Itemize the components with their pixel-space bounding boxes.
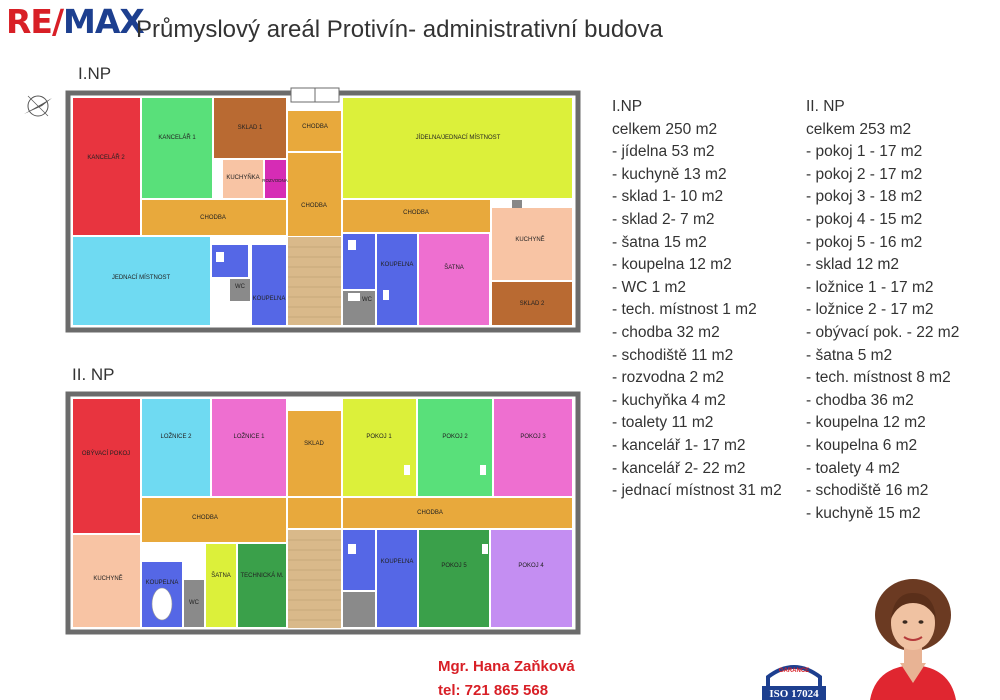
first-item: celkem 250 m2 xyxy=(612,120,718,138)
second-item: - ložnice 2 - 17 m2 xyxy=(806,301,934,319)
label-koupelna2: KOUPELNA xyxy=(380,262,414,268)
first-item: - toalety 11 m2 xyxy=(612,414,714,432)
first-item: - kancelář 2- 22 m2 xyxy=(612,459,746,477)
agent-phone: tel: 721 865 568 xyxy=(438,682,549,699)
agent-name: Mgr. Hana Zaňková xyxy=(438,658,575,675)
second-item: - koupelna 12 m2 xyxy=(806,414,926,432)
label-kancelar2: KANCELÁŘ 2 xyxy=(87,155,125,161)
label-jednaci: JEDNACÍ MÍSTNOST xyxy=(111,275,171,281)
label-sklad2: SKLAD 2 xyxy=(519,301,545,307)
label-satna-2: ŠATNA xyxy=(211,573,231,579)
second-item: - sklad 12 m2 xyxy=(806,256,900,274)
room-loznice1 xyxy=(212,399,286,496)
label-sklad1: SKLAD 1 xyxy=(237,125,263,131)
area-list-second-floor xyxy=(806,96,959,525)
label-loznice2: LOŽNICE 2 xyxy=(160,434,192,440)
room-pokoj1 xyxy=(343,399,416,496)
second-item: celkem 253 m2 xyxy=(806,120,912,138)
label-pokoj2: POKOJ 2 xyxy=(442,434,468,440)
iso-badge-top: GARANCE xyxy=(778,668,810,674)
label-kuchyne: KUCHYNĚ xyxy=(515,237,545,243)
room-kancelar2 xyxy=(73,98,140,235)
second-item: - koupelna 6 m2 xyxy=(806,436,918,454)
room-wc-1 xyxy=(230,279,250,301)
room-koupelna-1 xyxy=(252,245,286,325)
room-chodba2-mid xyxy=(288,498,341,528)
label-pokoj3: POKOJ 3 xyxy=(520,434,546,440)
second-item: - šatna 5 m2 xyxy=(806,346,893,364)
person-portrait xyxy=(858,575,968,700)
iso-badge-text: ISO 17024 xyxy=(769,688,819,700)
room-wc-2-right-b xyxy=(343,592,375,627)
second-item: - toalety 4 m2 xyxy=(806,459,900,477)
first-item: I.NP xyxy=(612,98,643,115)
first-item: - kuchyně 13 m2 xyxy=(612,165,727,183)
room-chodba-mid xyxy=(288,153,341,236)
logo-re: RE xyxy=(6,2,52,41)
second-item: - obývací pok. - 22 m2 xyxy=(806,323,960,341)
label-loznice1: LOŽNICE 1 xyxy=(233,434,265,440)
room-stairs-1 xyxy=(288,237,341,325)
room-kancelar1 xyxy=(142,98,212,198)
first-item: - rozvodna 2 m2 xyxy=(612,369,724,387)
second-item: - schodiště 16 m2 xyxy=(806,482,929,500)
label-technicka: TECHNICKÁ M. xyxy=(240,573,284,579)
label-chodba-right: CHODBA xyxy=(403,210,429,216)
label-wc2: WC xyxy=(362,297,372,303)
label-wc1: WC xyxy=(235,284,245,290)
page-title: Průmyslový areál Protivín- administrativní budova xyxy=(136,16,663,43)
second-item: - ložnice 1 - 17 m2 xyxy=(806,278,934,296)
second-item: - kuchyně 15 m2 xyxy=(806,504,921,522)
first-item: - jídelna 53 m2 xyxy=(612,143,715,161)
area-list-first-floor xyxy=(612,96,782,503)
label-kuchyne-2: KUCHYNĚ xyxy=(93,576,123,582)
label-pokoj1: POKOJ 1 xyxy=(366,434,392,440)
label-pokoj5: POKOJ 5 xyxy=(441,563,467,569)
room-chodba-top xyxy=(288,111,341,151)
second-item: - pokoj 4 - 15 m2 xyxy=(806,210,923,228)
room-pokoj5 xyxy=(419,530,489,627)
room-loznice2 xyxy=(142,399,210,496)
room-sklad xyxy=(288,411,341,496)
iso-badge-icon xyxy=(758,656,830,700)
room-pokoj3 xyxy=(494,399,572,496)
label-rozvodna: ROZVODNA xyxy=(262,178,288,183)
label-chodba-left: CHODBA xyxy=(200,215,226,221)
label-koupelna1: KOUPELNA xyxy=(252,296,286,302)
label-sklad: SKLAD xyxy=(304,441,324,447)
room-technicka xyxy=(238,544,286,627)
logo-max: MAX xyxy=(63,2,144,41)
label-koupelna-2-2: KOUPELNA xyxy=(380,559,414,565)
first-item: - sklad 2- 7 m2 xyxy=(612,210,715,228)
label-chodba2-right: CHODBA xyxy=(417,510,443,516)
second-item: - pokoj 1 - 17 m2 xyxy=(806,143,923,161)
room-pokoj4 xyxy=(491,530,572,627)
room-koupelna-2-2 xyxy=(377,530,417,627)
label-wc-2: WC xyxy=(189,600,199,606)
compass-icon xyxy=(24,96,52,116)
first-item: - koupelna 12 m2 xyxy=(612,256,732,274)
logo-slash: / xyxy=(51,2,64,41)
second-item: - chodba 36 m2 xyxy=(806,391,914,409)
floor-label-first: I.NP xyxy=(78,64,112,83)
label-pokoj4: POKOJ 4 xyxy=(518,563,544,569)
first-item: - tech. místnost 1 m2 xyxy=(612,301,757,319)
label-chodba2-left: CHODBA xyxy=(192,515,218,521)
label-chodba-top: CHODBA xyxy=(302,124,328,130)
label-kancelar1: KANCELÁŘ 1 xyxy=(158,135,196,141)
first-item: - schodiště 11 m2 xyxy=(612,346,734,364)
second-item: - pokoj 2 - 17 m2 xyxy=(806,165,923,183)
first-item: - kuchyňka 4 m2 xyxy=(612,391,726,409)
second-item: - tech. místnost 8 m2 xyxy=(806,369,951,387)
floor-plan-second xyxy=(68,394,578,632)
floor-label-second: II. NP xyxy=(72,365,115,384)
second-item: II. NP xyxy=(806,98,845,115)
label-obyvaci: OBÝVACÍ POKOJ xyxy=(81,451,131,457)
room-koupelna-2 xyxy=(377,234,417,325)
room-chodba-right xyxy=(343,200,490,232)
second-item: - pokoj 5 - 16 m2 xyxy=(806,233,923,251)
first-item: - jednací místnost 31 m2 xyxy=(612,482,782,500)
first-item: - šatna 15 m2 xyxy=(612,233,707,251)
second-item: - pokoj 3 - 18 m2 xyxy=(806,188,923,206)
label-koupelna-2-1: KOUPELNA xyxy=(145,580,179,586)
room-wc-2-right xyxy=(343,530,375,590)
room-jednaci xyxy=(73,237,210,325)
room-stairs-2 xyxy=(288,530,341,628)
label-kuchynka: KUCHYŇKA xyxy=(226,175,260,181)
room-kuchyne xyxy=(492,208,572,280)
first-item: - WC 1 m2 xyxy=(612,278,687,296)
room-jidelna xyxy=(343,98,572,198)
room-pokoj2 xyxy=(418,399,492,496)
room-satna-2 xyxy=(206,544,236,627)
label-satna: ŠATNA xyxy=(444,265,464,271)
first-item: - kancelář 1- 17 m2 xyxy=(612,436,746,454)
room-wc-2 xyxy=(343,234,375,289)
room-chodba2-right xyxy=(343,498,572,528)
room-satna xyxy=(419,234,489,325)
first-item: - sklad 1- 10 m2 xyxy=(612,188,724,206)
label-jidelna: JÍDELNA/JEDNACÍ MÍSTNOST xyxy=(415,135,501,141)
room-obyvaci xyxy=(73,399,140,533)
first-item: - chodba 32 m2 xyxy=(612,323,720,341)
label-chodba-mid: CHODBA xyxy=(301,203,327,209)
